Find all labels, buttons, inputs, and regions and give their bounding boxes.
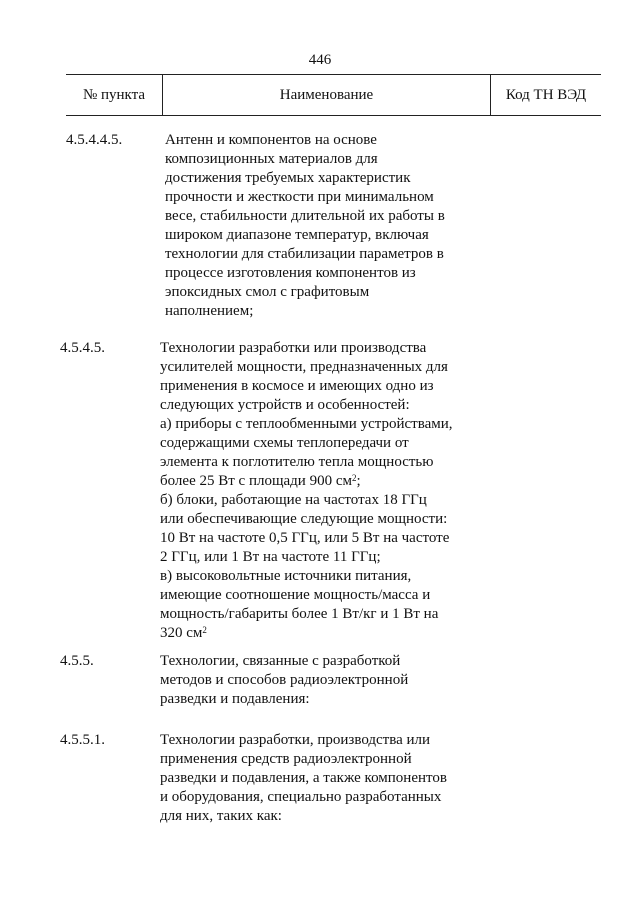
text-line: Антенн и компонентов на основе [165,132,377,148]
text-line: для них, таких как: [160,808,282,824]
text-line: Технологии, связанные с разработкой [160,653,401,669]
text-line: б) блоки, работающие на частотах 18 ГГц [160,492,427,508]
text-line: или обеспечивающие следующие мощности: [160,511,448,527]
superscript: 2 [202,625,207,635]
text-line: применения в космосе и имеющих одно из [160,378,434,394]
text-line: процессе изготовления компонентов из [165,265,416,281]
text-line: имеющие соотношение мощность/масса и [160,587,431,603]
text-fragment: ; [356,473,361,489]
text-line: и оборудования, специально разработанных [160,789,442,805]
text-line: следующих устройств и особенностей: [160,397,410,413]
header-tn-ved-code: Код ТН ВЭД [505,87,587,103]
text-line: применения средств радиоэлектронной [160,751,412,767]
text-line: методов и способов радиоэлектронной [160,672,409,688]
text-line: технологии для стабилизации параметров в [165,246,444,262]
text-line: разведки и подавления, а также компонентов [160,770,447,786]
entry-text [165,131,495,321]
entry-number: 4.5.5.1. [60,732,105,748]
text-line [160,472,490,491]
page-number: 446 [308,52,332,68]
text-line: прочности и жесткости при минимальном [165,189,434,205]
entry-text [160,652,490,709]
text-line: в) высоковольтные источники питания, [160,568,412,584]
text-line: 2 ГГц, или 1 Вт на частоте 11 ГГц; [160,549,381,565]
text-line: а) приборы с теплообменными устройствами, [160,416,453,432]
table-header [66,74,601,116]
text-line: элемента к поглотителю тепла мощностью [160,454,434,470]
text-line: Технологии разработки, производства или [160,732,431,748]
text-line: 10 Вт на частоте 0,5 ГГц, или 5 Вт на частоте [160,530,450,546]
text-line: композиционных материалов для [165,151,378,167]
entry-number: 4.5.4.5. [60,340,105,356]
header-name: Наименование [163,75,491,115]
text-line: разведки и подавления: [160,691,310,707]
entry-text [160,339,490,643]
header-item-number: № пункта [66,75,163,115]
text-line: Технологии разработки или производства [160,340,427,356]
entry-text [160,731,490,826]
entry-number: 4.5.4.4.5. [66,132,123,148]
text-line: усилителей мощности, предназначенных для [160,359,448,375]
text-line: весе, стабильности длительной их работы в [165,208,445,224]
superscript: 2 [351,473,357,483]
text-line: эпоксидных смол с графитовым [165,284,370,300]
text-line: содержащими схемы теплопередачи от [160,435,409,451]
text-line: достижения требуемых характеристик [165,170,411,186]
entry-number: 4.5.5. [60,653,94,669]
text-line: наполнением; [165,303,254,319]
text-line [160,624,490,643]
text-fragment: более 25 Вт с площади 900 см [160,473,352,489]
text-line: мощность/габариты более 1 Вт/кг и 1 Вт на [160,606,439,622]
text-fragment: 320 см [160,625,203,641]
text-line: широком диапазоне температур, включая [165,227,429,243]
